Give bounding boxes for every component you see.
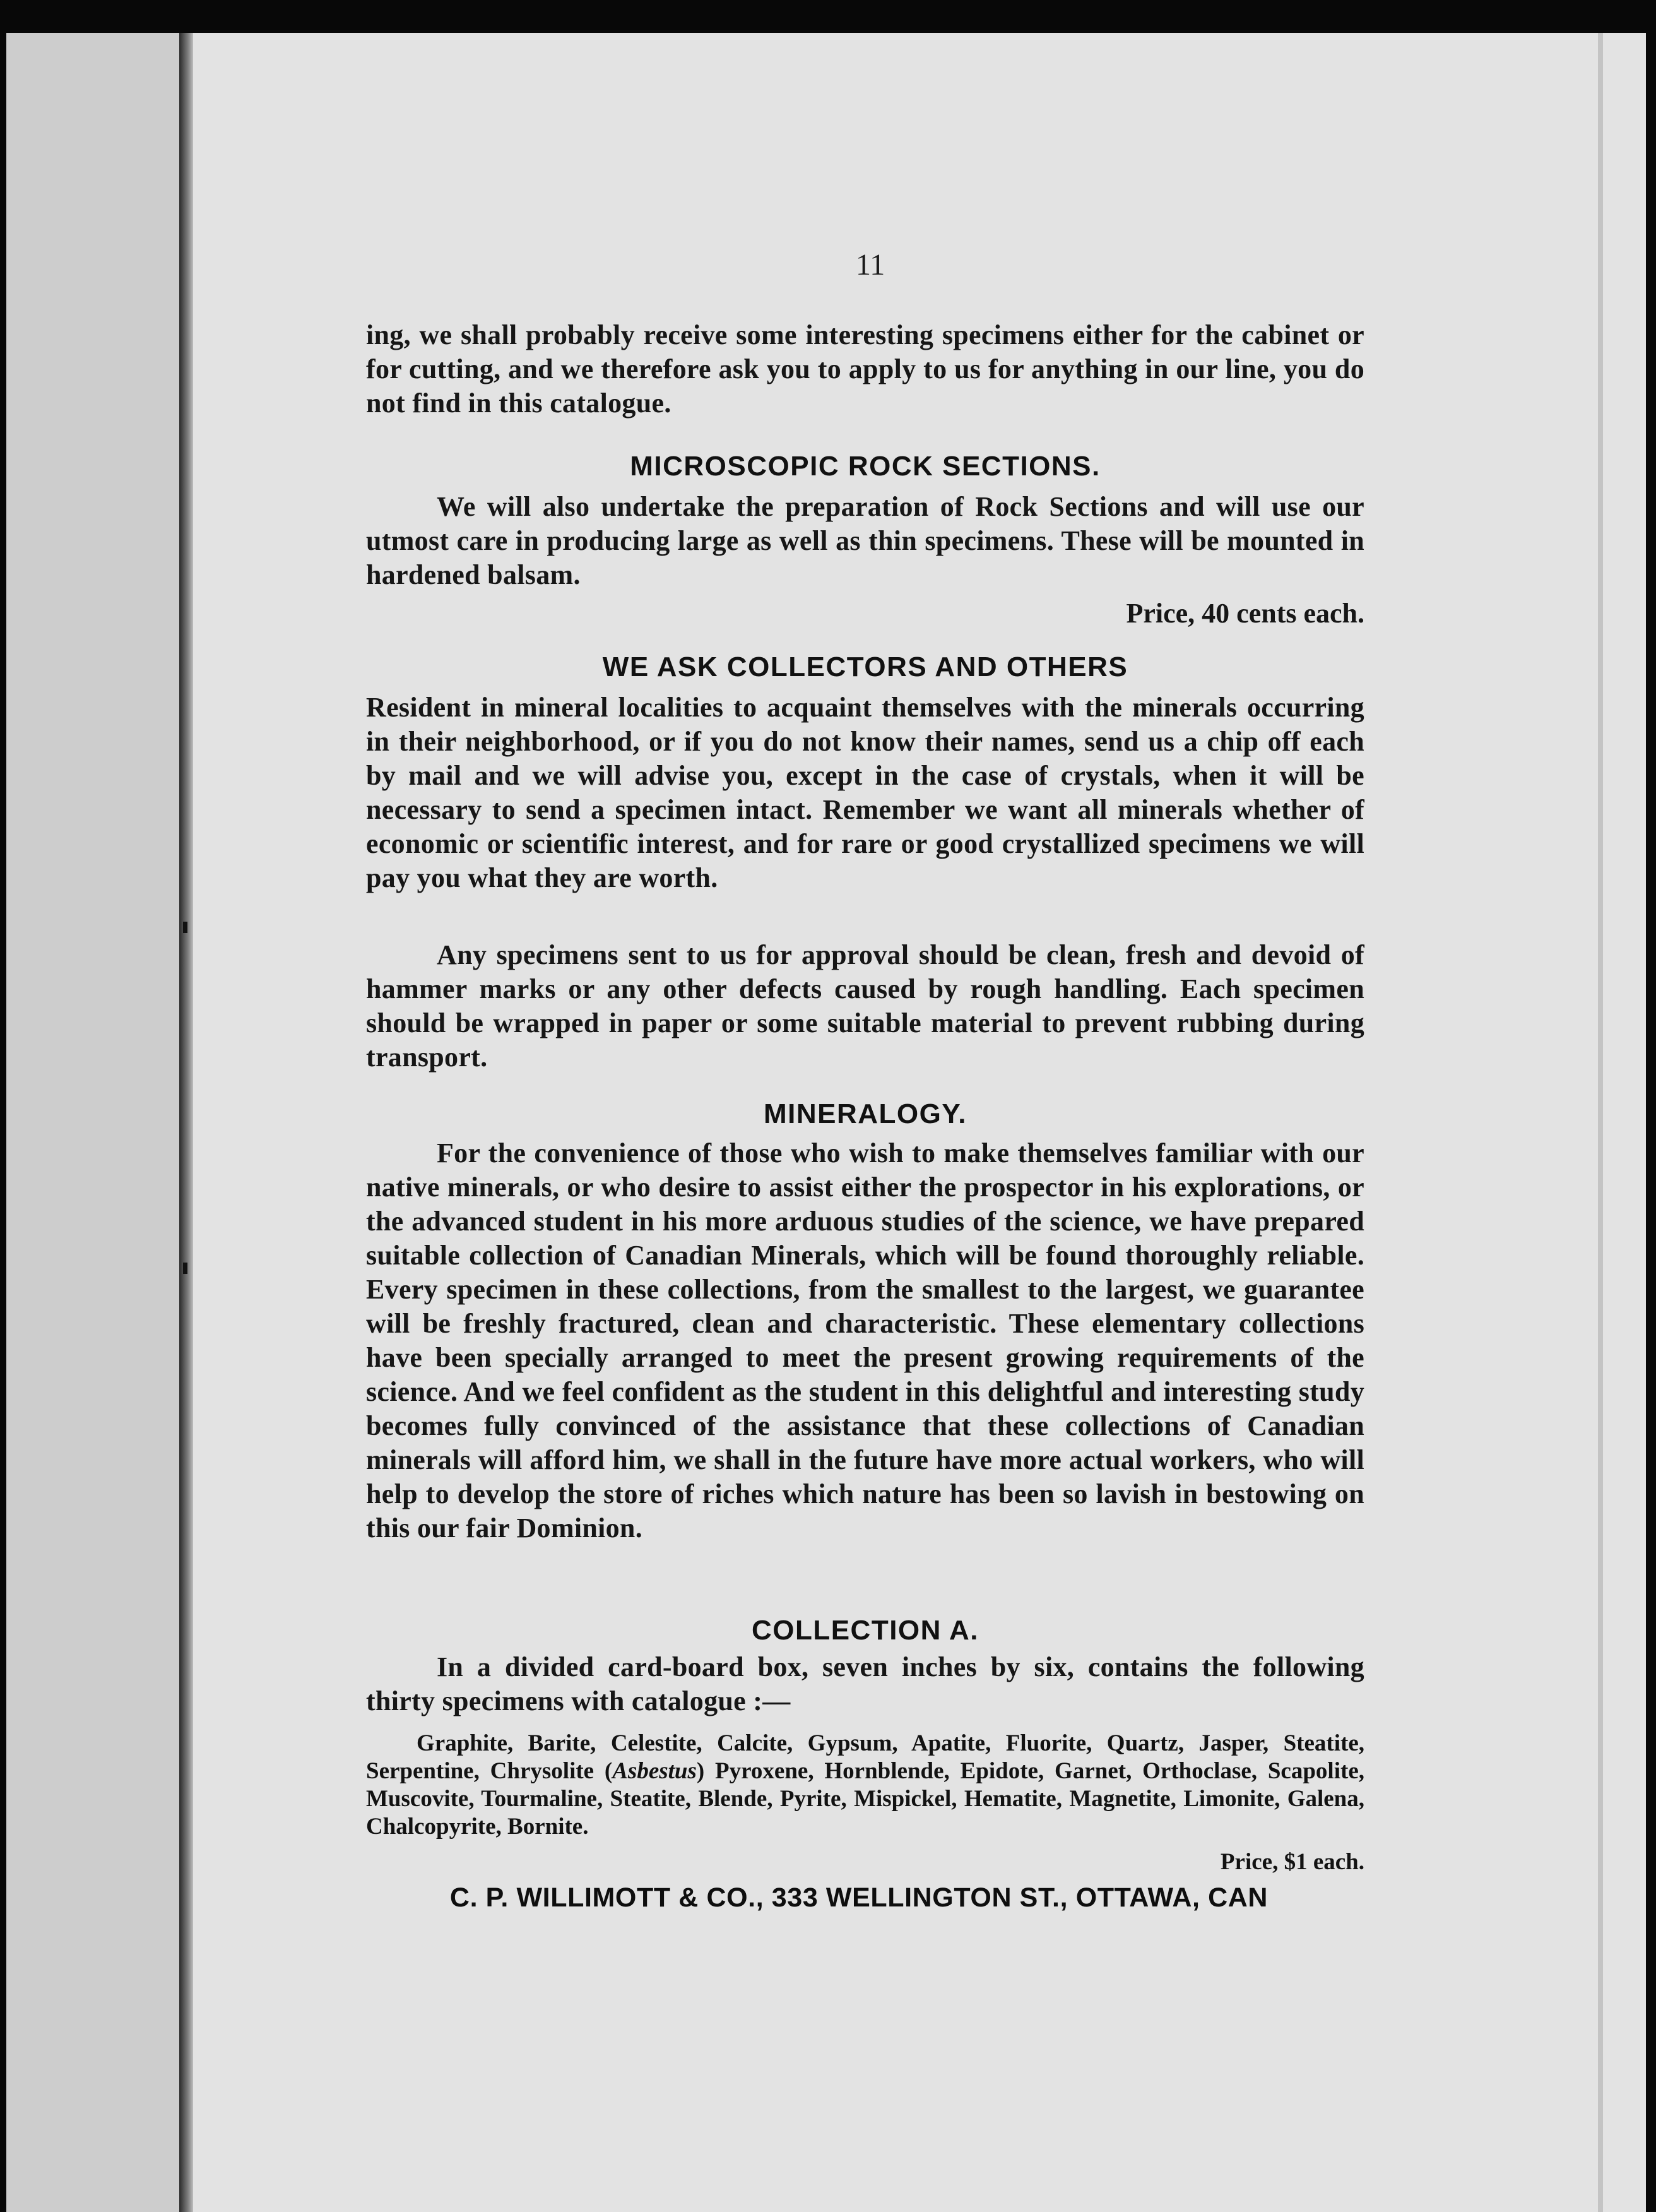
mineralogy-paragraph: For the convenience of those who wish to make themselves familiar with our native minerals, or who desire to assist either the prospector in his explorations, or the advanced student in his more arduous studies of the science, we have prepared suitable collection of Canadian Minerals, which will be found thoroughly reliable. Every specimen in these collections, from the smallest to the largest, we guarantee will be freshly fractured, clean and characteristic. These elementary collections have been specially arranged to meet the present growing requirements of the science. And we feel confident as the student in this delightful and interesting study becomes fully convinced of the assistance that these collections of Canadian minerals will afford him, we shall in the future have more actual workers, who will help to develop the store of riches which nature has been so lavish in bestowing on this our fair Dominion. xyxy=(366,1138,1364,1543)
page-edge-line xyxy=(1598,33,1603,2212)
mineral-list-part: Graphite, Barite, Celestite, Calcite, Gypsum, Apatite, Fluorite, Quartz, Jasper, Steatite, Serpentine, Chrysolite ( xyxy=(366,1730,1364,1784)
mineral-list-italic: Asbestus xyxy=(612,1758,697,1784)
scan-border-right xyxy=(1646,0,1656,2212)
book-gutter xyxy=(179,33,193,2212)
collectors-paragraph: Resident in mineral localities to acquaint themselves with the minerals occurring in their neighborhood, or if you do not know their names, send us a chip off each by mail and we will advise you, except in the case of crystals, when it will be necessary to send a specimen intact. Remember we want all minerals whether of economic or scientific interest, and for rare or good crystallized specimens we will pay you what they are worth. xyxy=(366,692,1364,893)
scan-border-top xyxy=(0,0,1656,33)
page-number: 11 xyxy=(856,248,885,282)
collection-a-price: Price, $1 each. xyxy=(1220,1849,1364,1875)
previous-page-edge xyxy=(6,33,186,2212)
heading-collection-a: COLLECTION A. xyxy=(751,1615,979,1646)
intro-paragraph: ing, we shall probably receive some interesting specimens either for the cabinet or for cutting, and we therefore ask you to apply to us for anything in our line, you do not find in this catalogue. xyxy=(366,319,1364,419)
binding-mark xyxy=(183,922,187,933)
collection-a-paragraph: In a divided card-board box, seven inches by six, contains the following thirty specimens with catalogue :— xyxy=(366,1651,1364,1716)
heading-microscopic-rock-sections: MICROSCOPIC ROCK SECTIONS. xyxy=(630,451,1101,482)
heading-we-ask-collectors: WE ASK COLLECTORS AND OTHERS xyxy=(602,651,1128,682)
approval-paragraph: Any specimens sent to us for approval should be clean, fresh and devoid of hammer marks or any other defects caused by rough handling. Each specimen should be wrapped in paper or some suitable material to prevent rubbing during transport. xyxy=(366,939,1364,1073)
publisher-footer: C. P. WILLIMOTT & CO., 333 WELLINGTON ST., OTTAWA, CAN xyxy=(449,1882,1269,1913)
heading-mineralogy: MINERALOGY. xyxy=(763,1098,967,1129)
scan-border-left xyxy=(0,0,6,2212)
binding-mark xyxy=(183,1263,187,1274)
mineral-list xyxy=(366,1730,1364,1841)
microscopic-price: Price, 40 cents each. xyxy=(1126,598,1364,629)
microscopic-paragraph: We will also undertake the preparation of Rock Sections and will use our utmost care in producing large as well as thin specimens. These will be mounted in hardened balsam. xyxy=(366,491,1364,590)
mineral-list-part: ) Pyroxene, Hornblende, Epidote, Garnet, Orthoclase, Scapolite, Muscovite, Tourmaline, Steatite, Blende, Pyrite, Mispickel, Hematite, Magnetite, Limonite, Galena, Chalcopyrite, Bornite. xyxy=(366,1758,1364,1840)
